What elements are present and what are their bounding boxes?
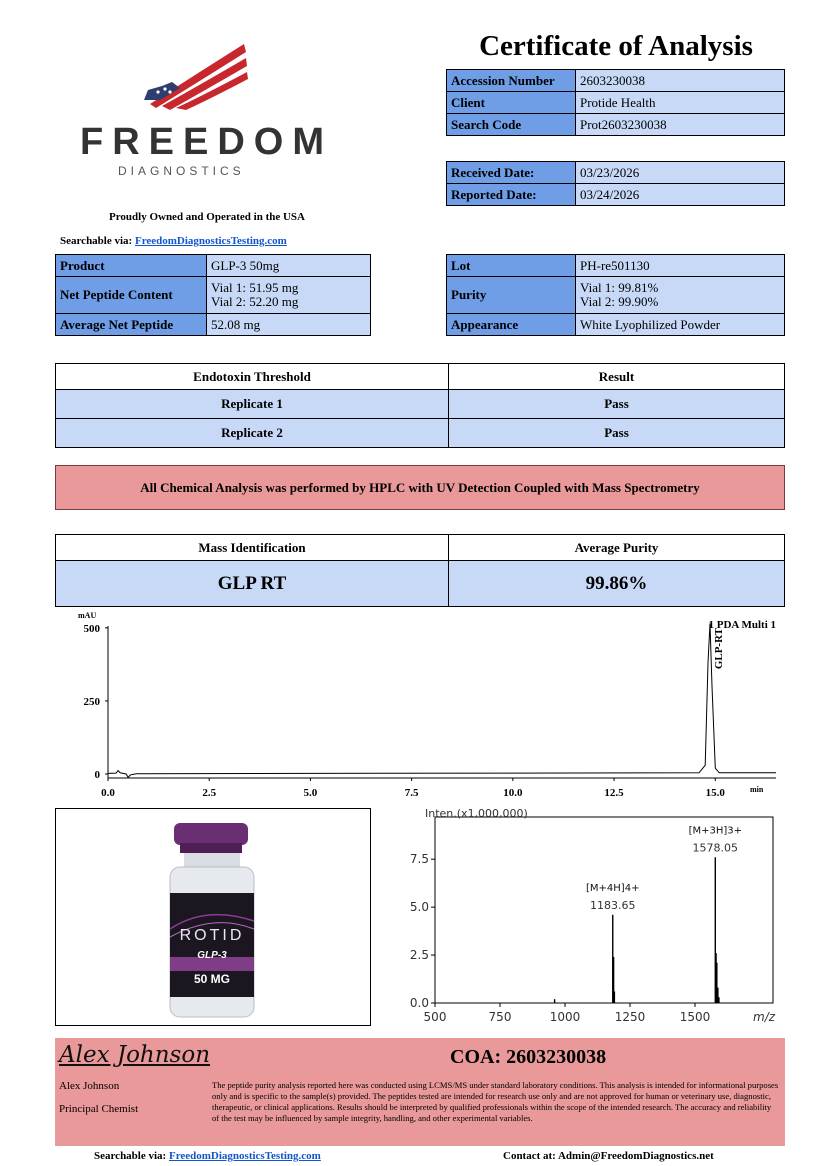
appearance-value: White Lyophilized Powder (576, 314, 785, 336)
table-row (447, 114, 785, 136)
ms-peak-ion-label: [M+4H]4+ (586, 882, 640, 894)
brand-sub: DIAGNOSTICS (118, 164, 245, 178)
hplc-y-tick-label: 500 (83, 622, 100, 635)
footer-search-label: Searchable via: (94, 1150, 167, 1162)
product-value: GLP-3 50mg (207, 255, 371, 277)
table-row (56, 535, 785, 561)
searchable-label: Searchable via: (60, 235, 133, 247)
table-row (447, 277, 785, 314)
ms-x-tick-label: 1500 (679, 1010, 711, 1024)
anp-label: Average Net Peptide (56, 314, 207, 336)
appearance-label: Appearance (447, 314, 576, 336)
ms-peak-mz-label: 1183.65 (589, 898, 636, 912)
accession-table (446, 69, 785, 136)
npc-value (207, 277, 371, 314)
footer-searchable (94, 1150, 321, 1162)
table-row (56, 255, 371, 277)
hplc-x-tick-label: 10.0 (503, 787, 523, 799)
replicate-2-name: Replicate 2 (56, 419, 449, 448)
ms-x-tick-label: 1250 (614, 1010, 646, 1024)
mass-table (55, 534, 785, 607)
reported-date-label: Reported Date: (447, 184, 576, 206)
replicate-1-result: Pass (449, 390, 785, 419)
endotoxin-col-result: Result (449, 364, 785, 390)
hplc-x-unit: min (750, 785, 764, 794)
ms-y-tick-label: 0.0 (409, 996, 429, 1010)
accession-value: 2603230038 (576, 70, 785, 92)
chemist-role: Principal Chemist (59, 1103, 139, 1115)
hplc-y-tick-label: 0 (94, 769, 100, 781)
hplc-x-tick-label: 7.5 (404, 787, 419, 799)
signature: Alex Johnson (59, 1042, 211, 1068)
product-table (55, 254, 371, 336)
vial-brand: ROTID (179, 927, 245, 944)
reported-date-value: 03/24/2026 (576, 184, 785, 206)
searchable-link[interactable]: FreedomDiagnosticsTesting.com (134, 235, 287, 247)
accession-label: Accession Number (447, 70, 576, 92)
ms-y-label: Inten.(x1,000,000) (425, 807, 528, 820)
freedom-diagnostics-logo (140, 42, 250, 110)
table-row (447, 162, 785, 184)
vial-product-name: GLP-3 (197, 950, 227, 961)
mass-id-value: GLP RT (56, 561, 449, 607)
table-row (447, 314, 785, 336)
ms-peak-ion-label: [M+3H]3+ (688, 825, 743, 837)
footer-search-link[interactable]: FreedomDiagnosticsTesting.com (168, 1150, 321, 1162)
client-value: Protide Health (576, 92, 785, 114)
purity-vial2: Vial 2: 99.90% (580, 294, 659, 309)
anp-value: 52.08 mg (207, 314, 371, 336)
received-date-label: Received Date: (447, 162, 576, 184)
hplc-y-tick-label: 250 (83, 695, 100, 708)
hplc-legend: 1 PDA Multi 1 (708, 619, 776, 631)
mass-spectrum (385, 805, 785, 1030)
brand-tagline: Proudly Owned and Operated in the USA (109, 211, 305, 223)
chemist-name: Alex Johnson (59, 1080, 120, 1092)
purity-value (576, 277, 785, 314)
table-row (56, 277, 371, 314)
npc-vial2: Vial 2: 52.20 mg (211, 294, 299, 309)
hplc-x-tick-label: 0.0 (101, 787, 115, 799)
vial-photo-frame (55, 808, 371, 1026)
hplc-x-tick-label: 12.5 (604, 787, 624, 799)
hplc-chromatogram (60, 608, 780, 800)
ms-y-tick-label: 5.0 (409, 900, 429, 915)
mass-col-purity: Average Purity (449, 535, 785, 561)
table-row (56, 419, 785, 448)
hplc-peak-label: GLP-RT (713, 628, 726, 670)
disclaimer: The peptide purity analysis reported here was conducted using LCMS/MS under standard laboratory conditions. This analysis is intended for informational purposes only and is specific to the sample(s) provided. The peptides tested are intended for research use only and are not approved for human or veterinary use, diagnostic, therapeutic, or clinical applications. Results should be interpreted by qualified professionals within the scope of the intended research. The accuracy and reliability of the test may be influenced by sample integrity, handling, and other experimental variables. (212, 1080, 779, 1123)
ms-x-tick-label: 750 (488, 1010, 512, 1024)
received-date-value: 03/23/2026 (576, 162, 785, 184)
npc-vial1: Vial 1: 51.95 mg (211, 280, 299, 295)
searchable-top (60, 235, 287, 247)
ms-x-tick-label: 1000 (549, 1010, 581, 1024)
mass-purity-value: 99.86% (449, 561, 785, 607)
search-code-label: Search Code (447, 114, 576, 136)
hplc-trace (108, 624, 776, 778)
coa-number: COA: 2603230038 (450, 1046, 607, 1068)
mass-col-id: Mass Identification (56, 535, 449, 561)
vial-dose: 50 MG (193, 972, 230, 986)
hplc-x-tick-label: 2.5 (202, 787, 217, 799)
hplc-x-tick-label: 5.0 (303, 787, 318, 799)
ms-y-tick-label: 2.5 (409, 948, 429, 963)
replicate-1-name: Replicate 1 (56, 390, 449, 419)
vial-photo (56, 809, 370, 1025)
lot-value: PH-re501130 (576, 255, 785, 277)
lot-table (446, 254, 785, 336)
hplc-y-unit: mAU (78, 611, 97, 620)
product-label: Product (56, 255, 207, 277)
ms-peak-mz-label: 1578.05 (692, 841, 739, 855)
brand-name: FREEDOM (80, 121, 333, 163)
contact-email: Contact at: Admin@FreedomDiagnostics.net (503, 1150, 714, 1162)
table-row (447, 184, 785, 206)
search-code-value: Prot2603230038 (576, 114, 785, 136)
dates-table (446, 161, 785, 206)
method-banner: All Chemical Analysis was performed by HPLC with UV Detection Coupled with Mass Spectrometry (55, 465, 785, 510)
purity-vial1: Vial 1: 99.81% (580, 280, 659, 295)
hplc-x-tick-label: 15.0 (705, 787, 725, 799)
purity-label: Purity (447, 277, 576, 314)
footer-panel (55, 1038, 785, 1146)
endotoxin-col-threshold: Endotoxin Threshold (56, 364, 449, 390)
page-title: Certificate of Analysis (479, 30, 753, 62)
table-row (56, 364, 785, 390)
lot-label: Lot (447, 255, 576, 277)
table-row (447, 70, 785, 92)
ms-x-label: m/z (753, 1010, 776, 1024)
replicate-2-result: Pass (449, 419, 785, 448)
endotoxin-table (55, 363, 785, 448)
table-row (56, 561, 785, 607)
table-row (447, 92, 785, 114)
table-row (56, 390, 785, 419)
client-label: Client (447, 92, 576, 114)
ms-x-tick-label: 500 (423, 1010, 447, 1024)
table-row (56, 314, 371, 336)
npc-label: Net Peptide Content (56, 277, 207, 314)
table-row (447, 255, 785, 277)
ms-y-tick-label: 7.5 (409, 852, 429, 867)
